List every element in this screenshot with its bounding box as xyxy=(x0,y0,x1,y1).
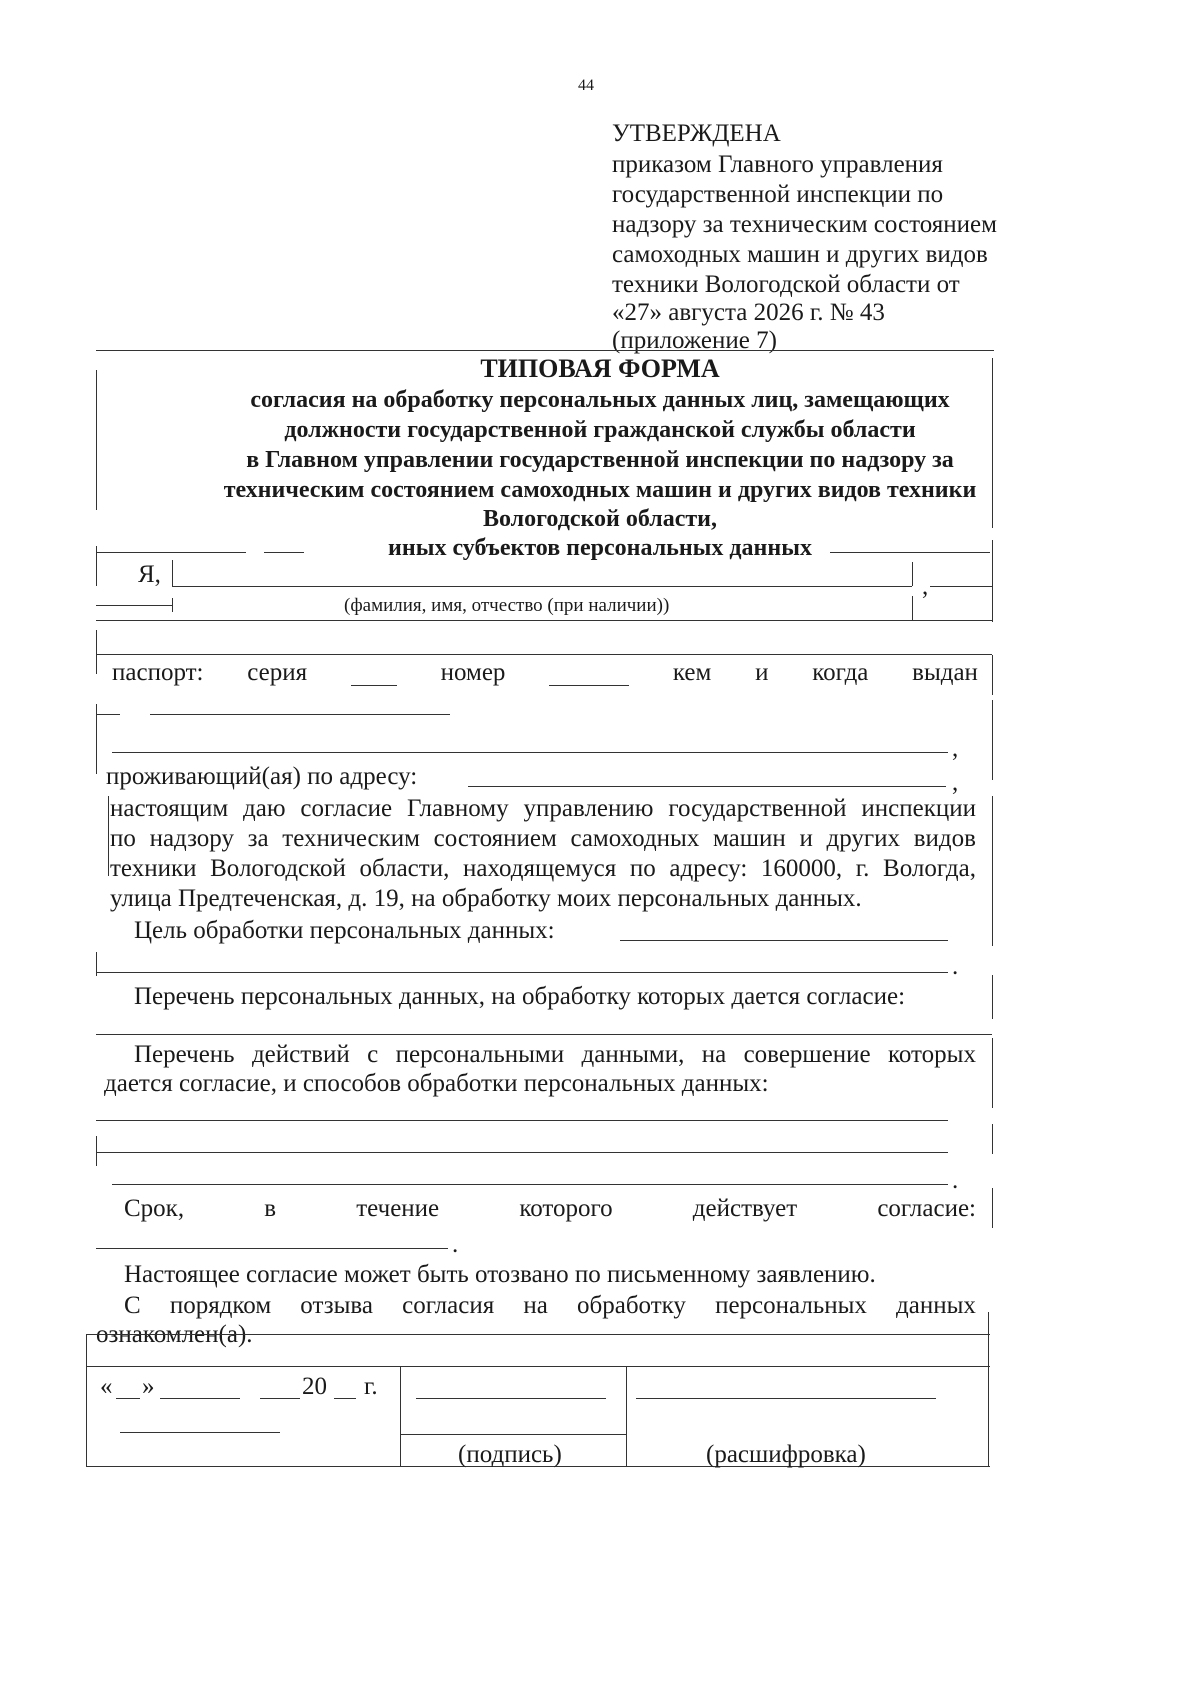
date-close-quote: » xyxy=(142,1373,155,1400)
approval-title: УТВЕРЖДЕНА xyxy=(612,120,781,147)
issued-word: и xyxy=(755,659,769,686)
consent-line: техники Вологодской области, находящемуся по адресу: 160000, г. Вологда, xyxy=(110,855,976,882)
rule xyxy=(96,552,246,553)
rule-v xyxy=(992,796,993,946)
rule xyxy=(86,1366,990,1367)
rule xyxy=(830,552,990,553)
revoke-line: Настоящее согласие может быть отозвано по письменному заявлению. xyxy=(124,1261,876,1288)
date-year-suffix: г. xyxy=(364,1373,378,1400)
rule xyxy=(96,654,992,655)
line-end-comma: , xyxy=(952,735,959,762)
term-row: Срок, в течение которого действует согласие: xyxy=(124,1195,976,1222)
rule xyxy=(400,1434,626,1435)
rule-v xyxy=(96,630,97,674)
rule-v xyxy=(96,1136,97,1166)
form-subtitle-line: иных субъектов персональных данных xyxy=(388,535,812,561)
rule xyxy=(96,620,992,621)
rule xyxy=(96,714,120,715)
approval-line: (приложение 7) xyxy=(612,327,777,354)
consent-line-last: улица Предтеченская, д. 19, на обработку моих персональных данных. xyxy=(110,885,862,912)
period: . xyxy=(952,1167,959,1194)
decoding-caption: (расшифровка) xyxy=(706,1441,866,1468)
date-open-quote: « xyxy=(100,1373,113,1400)
signature-caption: (подпись) xyxy=(458,1441,562,1468)
passport-number-label: номер xyxy=(440,659,506,686)
rule-v xyxy=(992,700,993,780)
rule-v xyxy=(626,1366,627,1466)
form-subtitle-line: Вологодской области, xyxy=(482,506,718,532)
frame-right-line xyxy=(992,358,993,528)
passport-row xyxy=(112,660,978,686)
form-subtitle-line: согласия на обработку персональных данных лиц, замещающих xyxy=(250,387,950,413)
approval-line: надзору за техническим состоянием xyxy=(612,211,997,238)
consent-line: по надзору за техническим состоянием самоходных машин и других видов xyxy=(110,825,976,852)
rule xyxy=(86,1334,990,1335)
rule-v xyxy=(992,540,993,622)
purpose-label: Цель обработки персональных данных: xyxy=(134,917,555,944)
rule-v xyxy=(912,562,913,586)
term-field-line[interactable] xyxy=(96,1248,448,1249)
frame-top-line xyxy=(96,350,994,351)
approval-line: техники Вологодской области от xyxy=(612,271,960,298)
rule-v xyxy=(172,598,173,612)
rule-v xyxy=(172,560,173,586)
consent-line: настоящим даю согласие Главному управлению государственной инспекции xyxy=(110,795,976,822)
issued-word: кем xyxy=(672,659,712,686)
passport-label: паспорт: xyxy=(112,659,204,686)
period: . xyxy=(952,953,959,980)
purpose-field-line-2[interactable] xyxy=(96,972,948,973)
approval-line: государственной инспекции по xyxy=(612,181,944,208)
actions-line: Перечень действий с персональными данными, на совершение которых xyxy=(134,1041,976,1068)
decoding-field[interactable] xyxy=(636,1398,936,1399)
address-label: проживающий(ая) по адресу: xyxy=(106,763,418,790)
fio-caption: (фамилия, имя, отчество (при наличии)) xyxy=(344,595,670,616)
rule-v xyxy=(96,546,97,586)
rule-v xyxy=(992,655,993,695)
i-label: Я, xyxy=(138,561,161,588)
form-subtitle-line: должности государственной гражданской службы области xyxy=(284,417,916,443)
rule xyxy=(120,1432,280,1433)
address-field-line[interactable] xyxy=(468,786,946,787)
approval-line: «27» августа 2026 г. № 43 xyxy=(612,299,885,326)
rule xyxy=(264,552,304,553)
actions-line-2: дается согласие, и способов обработки персональных данных: xyxy=(104,1070,769,1097)
rule-v xyxy=(108,796,109,876)
data-list-field-line[interactable] xyxy=(96,1034,992,1035)
period: . xyxy=(452,1231,459,1258)
rule-v xyxy=(992,975,993,1019)
form-subtitle-line: техническим состоянием самоходных машин и других видов техники xyxy=(223,477,977,503)
issued-word: выдан xyxy=(912,659,978,686)
rule-v xyxy=(400,1366,401,1466)
issued-word: когда xyxy=(812,659,869,686)
rule-v xyxy=(86,1334,87,1466)
passport-series-field[interactable] xyxy=(351,660,397,686)
passport-series-label: серия xyxy=(247,659,308,686)
data-list-label: Перечень персональных данных, на обработку которых дается согласие: xyxy=(134,983,906,1010)
approval-line: самоходных машин и других видов xyxy=(612,241,988,268)
actions-field-line[interactable] xyxy=(96,1120,948,1121)
rule xyxy=(96,605,172,606)
procedure-line: С порядком отзыва согласия на обработку персональных данных xyxy=(124,1292,976,1319)
date-month-field[interactable] xyxy=(160,1398,240,1399)
rule-v xyxy=(988,1312,989,1466)
rule-v xyxy=(992,1188,993,1228)
signature-field[interactable] xyxy=(416,1398,606,1399)
date-day-field[interactable] xyxy=(116,1398,140,1399)
form-title: ТИПОВАЯ ФОРМА xyxy=(480,354,720,383)
rule-v xyxy=(96,952,97,976)
rule xyxy=(930,586,992,587)
comma: , xyxy=(922,573,929,600)
rule xyxy=(260,1398,300,1399)
date-year-field[interactable] xyxy=(334,1398,356,1399)
issued-field-line-2[interactable] xyxy=(112,752,948,753)
rule-v xyxy=(992,1038,993,1108)
procedure-line-2: ознакомлен(а). xyxy=(96,1321,253,1348)
fio-field-line[interactable] xyxy=(172,586,912,587)
date-year-prefix: 20 xyxy=(302,1373,327,1400)
rule-v xyxy=(96,704,97,774)
purpose-field-line[interactable] xyxy=(620,940,948,941)
page-number: 44 xyxy=(578,77,594,94)
passport-number-field[interactable] xyxy=(549,660,629,686)
line-end-comma: , xyxy=(952,769,959,796)
actions-field-line-3[interactable] xyxy=(112,1184,948,1185)
issued-field-line[interactable] xyxy=(150,714,450,715)
form-subtitle-line: в Главном управлении государственной инспекции по надзору за xyxy=(246,447,954,473)
actions-field-line-2[interactable] xyxy=(96,1152,948,1153)
approval-line: приказом Главного управления xyxy=(612,151,943,178)
rule-v xyxy=(912,596,913,620)
rule-v xyxy=(992,1124,993,1154)
